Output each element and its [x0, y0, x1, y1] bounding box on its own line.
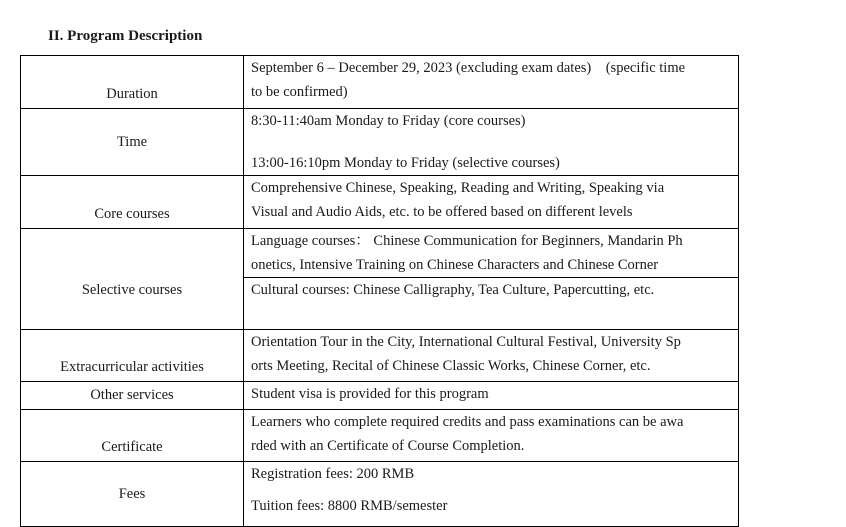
- row-value-core-courses: [244, 176, 739, 229]
- fees-spacer: [251, 486, 734, 494]
- row-label-core-courses: Core courses: [21, 176, 244, 229]
- row-value-certificate: [244, 410, 739, 462]
- duration-line-2: to be confirmed): [251, 84, 348, 100]
- selective-language-courses: [244, 229, 738, 278]
- time-selective-courses: 13:00-16:10pm Monday to Friday (selective courses): [251, 155, 560, 171]
- table-row-duration: [21, 56, 739, 109]
- table-row-core-courses: [21, 176, 739, 229]
- selective-line-2: onetics, Intensive Training on Chinese Characters and Chinese Corner: [251, 257, 659, 273]
- table-row-selective-courses: [21, 229, 739, 330]
- core-line-1: Comprehensive Chinese, Speaking, Reading and Writing, Speaking via: [251, 180, 665, 196]
- row-value-other-services: [244, 382, 739, 410]
- duration-line-1: September 6 – December 29, 2023 (excluding exam dates) (specific time: [251, 60, 686, 76]
- core-line-2: Visual and Audio Aids, etc. to be offered based on different levels: [251, 204, 633, 220]
- time-spacer: [251, 133, 734, 151]
- table-row-time: [21, 109, 739, 176]
- row-label-duration: Duration: [21, 56, 244, 109]
- fees-tuition: Tuition fees: 8800 RMB/semester: [251, 498, 448, 514]
- extracurricular-line-2: orts Meeting, Recital of Chinese Classic Works, Chinese Corner, etc.: [251, 358, 651, 374]
- table-row-certificate: [21, 410, 739, 462]
- row-label-selective-courses: Selective courses: [21, 229, 244, 330]
- fees-registration: Registration fees: 200 RMB: [251, 466, 415, 482]
- table-row-fees: [21, 462, 739, 527]
- extracurricular-line-1: Orientation Tour in the City, International Cultural Festival, University Sp: [251, 334, 681, 350]
- selective-cultural-line: Cultural courses: Chinese Calligraphy, Tea Culture, Papercutting, etc.: [251, 282, 655, 298]
- table-row-other-services: [21, 382, 739, 410]
- row-value-time: [244, 109, 739, 176]
- row-value-fees: [244, 462, 739, 527]
- table-row-extracurricular: [21, 330, 739, 382]
- row-label-fees: Fees: [21, 462, 244, 527]
- certificate-line-2: rded with an Certificate of Course Completion.: [251, 438, 525, 454]
- row-label-time: Time: [21, 109, 244, 176]
- row-value-selective-courses: [244, 229, 739, 330]
- row-label-certificate: Certificate: [21, 410, 244, 462]
- row-label-extracurricular: Extracurricular activities: [21, 330, 244, 382]
- section-title: II. Program Description: [48, 28, 203, 44]
- row-value-extracurricular: [244, 330, 739, 382]
- row-value-duration: [244, 56, 739, 109]
- time-core-courses: 8:30-11:40am Monday to Friday (core courses): [251, 113, 526, 129]
- selective-line-1: Language courses： Chinese Communication for Beginners, Mandarin Ph: [251, 233, 683, 249]
- row-label-other-services: Other services: [21, 382, 244, 410]
- program-description-table: [20, 55, 739, 527]
- selective-cultural-courses: [251, 278, 734, 302]
- certificate-line-1: Learners who complete required credits and pass examinations can be awa: [251, 414, 684, 430]
- other-services-line: Student visa is provided for this program: [251, 386, 489, 402]
